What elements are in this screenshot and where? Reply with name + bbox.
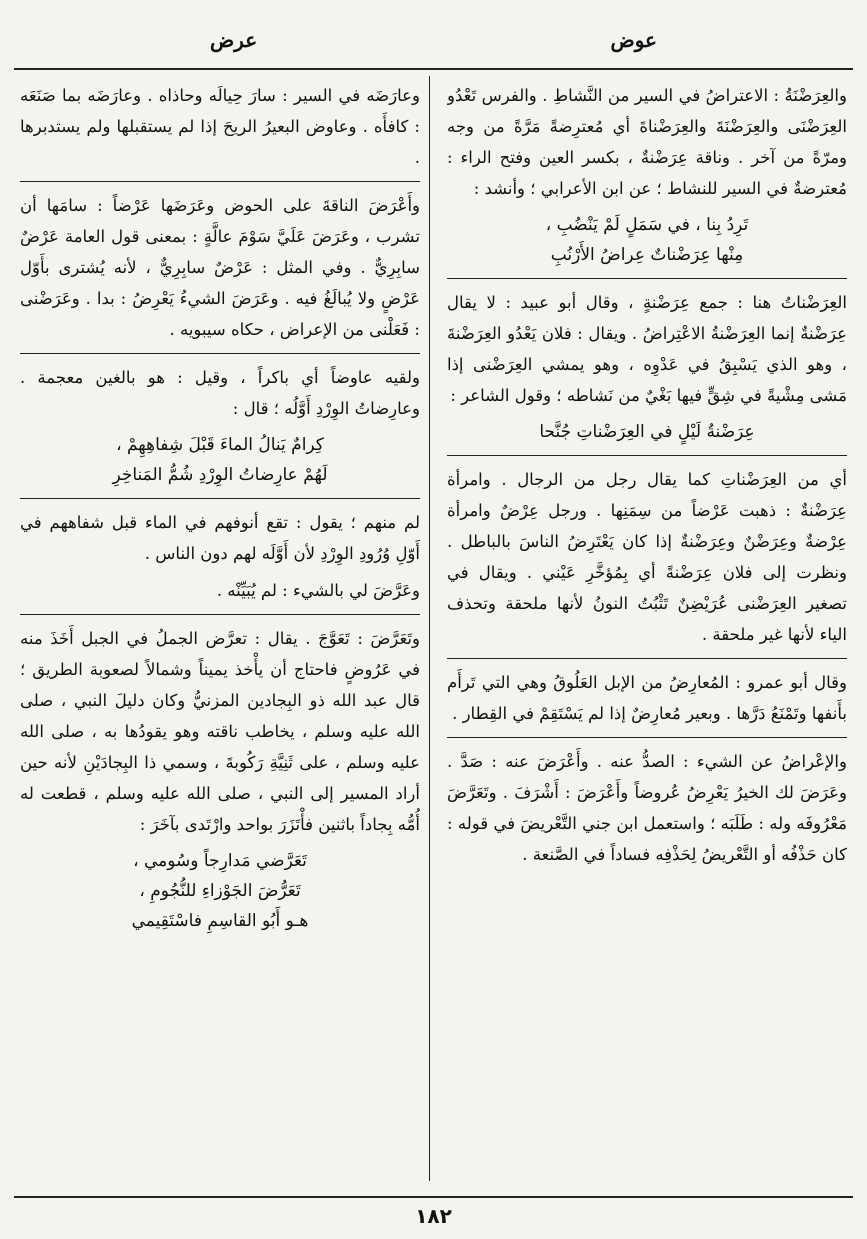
verse-block — [20, 430, 420, 490]
paragraph: لم منهم ؛ يقول : تقع أنوفهم في الماء قبل شفاههم في أَوّلِ وُرُودِ الوِرْدِ لأن أَوَّلَه لهم دون الناس . — [20, 513, 420, 563]
paragraph: وأَعْرَضَ الناقةَ على الحوض وعَرَضَها عَرْضاً : سامَها أن تشرب ، وعَرَضَ عَلَيَّ سَوْمَ عالَّةٍ : بمعنى قول العامة عَرْضٌ سابِرِيٌّ . وفي المثل : عَرْضٌ سابِرِيٌّ ، لأنه يُشترى بأَوّل عَرْضٍ ولا يُبالَغُ فيه . وعَرَضَ الشيءُ يَعْرِضُ : بدا . وعَرَضْنى : فَعَلْنى من الإعراض ، حكاه سيبويه . — [20, 196, 420, 339]
separator-rule — [447, 455, 847, 456]
verse-line: عِرَضْنةُ لَيْلٍ في العِرَضْناتِ جُنَّحا — [539, 422, 755, 442]
header-rule — [14, 68, 853, 70]
paragraph: وقال أبو عمرو : المُعارِضُ من الإبل العَلُوقُ وهي التي تَرأَم بأَنفها وتَمْنَعُ دَرَّها . وبعير مُعارِضٌ إذا لم يَسْتَقِمْ في القِطار . — [447, 673, 847, 723]
verse-block — [20, 846, 420, 936]
verse-line: كِرامٌ يَنالُ الماءَ قَبْلَ شِفاهِهِمْ ، — [116, 435, 324, 455]
verse-line: تَعَرَّضي مَدارِجاً وسُومي ، — [133, 851, 307, 871]
column-divider — [429, 76, 430, 1181]
paragraph: العِرَضْناتُ هنا : جمع عِرَضْنةٍ ، وقال أبو عبيد : لا يقال عِرَضْنةٌ إنما العِرَضْنةُ الاعْتِراضُ . ويقال : فلان يَعْدُو العِرَضْنةَ ، وهو الذي يَسْبِقُ في عَدْوِه ، وهو يمشي العِرَضْنى إذا مَشى مِشْيةً في شِقٍّ فيها بَغْيٌ من نَشاطه ؛ وقول الشاعر : — [447, 293, 847, 405]
paragraph: وتَعَرَّضَ : تَعَوَّجَ . يقال : تعرَّض الجملُ في الجبل أَخَذَ منه في عَرُوضٍ فاحتاج أن يأْخذ يميناً وشمالاً لصعوبة الطريق ؛ قال عبد الله ذو البِجادين المزنيُّ وكان دليلَ النبي ، صلى الله عليه وسلم ، يخاطب ناقته وهو يقودُها به ، صلى الله عليه وسلم ، على ثَنِيَّةِ رَكُوبةَ ، وسمي ذا البِجادَيْنِ لأنه حين أراد المسير إلى النبي ، صلى الله عليه وسلم ، قطعت له أُمُّه بِجاداً باثنين فأْتَزَرَ بواحد وارْتَدى بآخَرَ : — [20, 629, 420, 834]
paragraph: والعِرَضْنَةُ : الاعتراضُ في السير من النَّشاطِ . والفرس تَعْدُو العِرَضْنَى والعِرَضْنَةَ والعِرَضْناةَ أي مُعترِضةً مَرَّةً من وجه ومرّةً من آخر . وناقة عِرَضْنةٌ ، بكسر العين وفتح الراء : مُعترضةٌ في السير للنشاط ؛ عن ابن الأعرابي ؛ وأنشد : — [447, 86, 847, 198]
verse-line: لَهُمْ عارِضاتُ الوِرْدِ شُمُّ المَناخِرِ — [112, 465, 328, 485]
verse-block — [447, 417, 847, 447]
verse-line: هـو أَبُو القاسِمِ فاسْتَقِيمي — [131, 911, 309, 931]
right-column — [447, 80, 847, 1185]
left-column — [20, 80, 420, 1185]
verse-line: مِنْها عِرَضْناتٌ عِراضُ الأَرْنُبِ — [550, 245, 744, 265]
separator-rule — [447, 737, 847, 738]
separator-rule — [447, 278, 847, 279]
running-head-left: عرض — [210, 28, 258, 52]
paragraph: وعارَضَه في السير : سارَ حِيالَه وحاذاه . وعارَضَه بما صَنَعَه : كافأَه . وعاوض البعيرُ الريحَ إذا لم يستقبلها ولم يستدبرها . — [20, 86, 420, 167]
separator-rule — [20, 498, 420, 499]
footer-rule — [14, 1196, 853, 1198]
verse-line: تَرِدُ بِنا ، في سَمَلٍ لَمْ يَنْضُبِ ، — [545, 215, 749, 235]
paragraph: والإعْراضُ عن الشيء : الصدُّ عنه . وأَعْرَضَ عنه : صَدَّ . وعَرَضَ لك الخيرُ يَعْرِضُ عُروضاً وأَعْرَضَ : أَشْرَفَ . وتَعَرَّضَ مَعْرُوفَه وله : طَلَبَه ؛ واستعمل ابن جني التَّعْريضَ في قوله : كان حَذْفُه أو التَّعْريضُ لِحَذْفِه فساداً في الصَّنعة . — [447, 752, 847, 864]
verse-block — [447, 210, 847, 270]
verse-line: تَعَرُّضَ الجَوْزاءِ للنُّجُومِ ، — [139, 881, 301, 901]
separator-rule — [447, 658, 847, 659]
page-number: ١٨٢ — [415, 1204, 452, 1228]
separator-rule — [20, 181, 420, 182]
paragraph: أي من العِرَضْناتِ كما يقال رجل من الرجال . وامرأة عِرَضْنةٌ : ذهبت عَرْضاً من سِمَنِها . ورجل عِرْضٌ وامرأة عِرْضةٌ وعِرَضْنٌ وعِرَضْنةٌ إذا كان يَعْتَرِضُ الناسَ بالباطل . ونظرت إلى فلان عِرَضْنةً أي بِمُؤخَّرِ عَيْني . ويقال في تصغير العِرَضْنى عُرَيْضِنٌ تَثْبُتُ النونُ لأنها ملحقة وتحذف الياء لأنها غير ملحقة . — [447, 470, 847, 644]
running-head-right: عوض — [610, 28, 657, 52]
separator-rule — [20, 353, 420, 354]
paragraph: ولقيه عاوضاً أي باكراً ، وقيل : هو بالغين معجمة . وعارِضاتُ الوِرْدِ أَوَّلُه ؛ قال : — [20, 368, 420, 418]
paragraph: وعَرَّضَ لي بالشيء : لم يُبَيِّنْه . — [216, 581, 420, 600]
separator-rule — [20, 614, 420, 615]
